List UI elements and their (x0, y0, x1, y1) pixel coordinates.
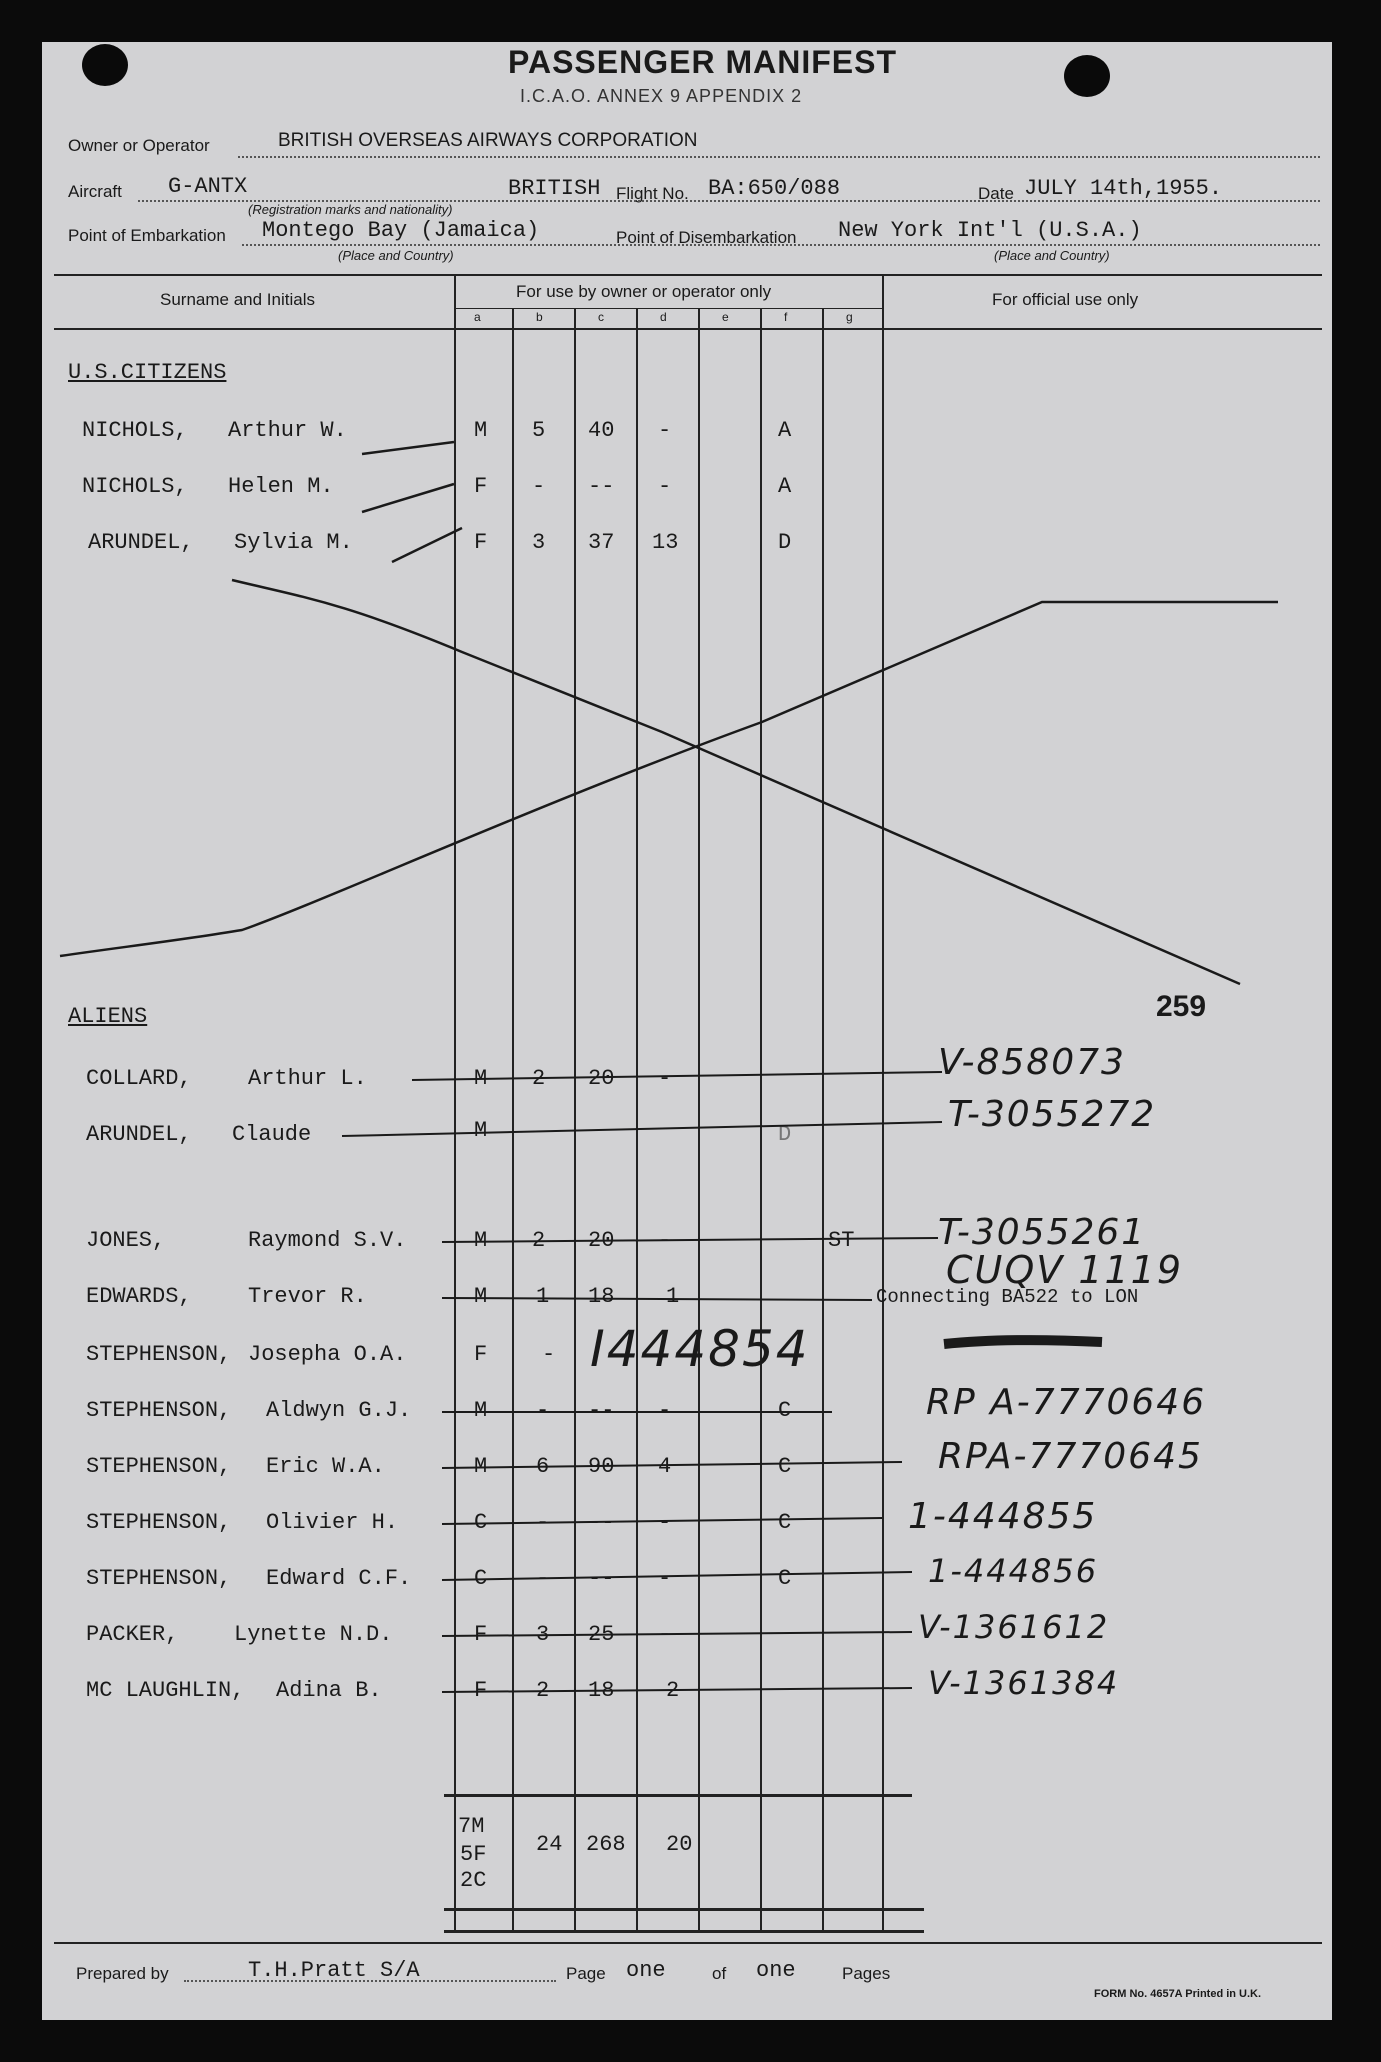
date-value: JULY 14th,1955. (1024, 176, 1223, 201)
edwards-handwriting: CUQV 1119 (946, 1248, 1184, 1292)
aircraft-nationality: BRITISH (508, 176, 601, 201)
owner-label: Owner or Operator (68, 136, 210, 155)
aliens-reference-mark: 259 (1156, 990, 1207, 1023)
strike-line (442, 1632, 912, 1636)
pages-label: Pages (842, 1964, 891, 1983)
josepha-number: I444854 (590, 1320, 810, 1378)
sub-column-g: g (846, 310, 853, 324)
connector-stroke (392, 528, 462, 562)
prepared-by-value: T.H.Pratt S/A (248, 1958, 420, 1983)
sub-column-f: f (784, 310, 788, 324)
embarkation-note: (Place and Country) (338, 248, 454, 263)
date-label: Date (978, 184, 1014, 203)
page-label: Page (566, 1964, 606, 1983)
strike-line (442, 1462, 902, 1468)
sub-column-a: a (474, 310, 481, 324)
disembarkation-value: New York Int'l (U.S.A.) (838, 218, 1142, 243)
embarkation-value: Montego Bay (Jamaica) (262, 218, 540, 243)
registration-note: (Registration marks and nationality) (248, 202, 453, 217)
flight-number: BA:650/088 (708, 176, 841, 201)
sub-column-c: c (598, 310, 604, 324)
totals-c: 268 (586, 1832, 626, 1857)
totals-male: 7M (458, 1814, 485, 1839)
sub-column-e: e (722, 310, 729, 324)
strike-line (944, 1340, 1102, 1344)
strike-line (442, 1518, 882, 1524)
disembarkation-note: (Place and Country) (994, 248, 1110, 263)
strike-line (342, 1122, 942, 1136)
cancel-stroke-2 (60, 602, 1278, 956)
form-title: PASSENGER MANIFEST (508, 44, 897, 80)
column-surname-header: Surname and Initials (160, 290, 315, 309)
strike-line (442, 1688, 912, 1692)
sub-column-b: b (536, 310, 543, 324)
strike-line (442, 1238, 938, 1242)
totals-female: 5F (460, 1842, 487, 1867)
ink-marks (42, 42, 1332, 2020)
strike-line (412, 1072, 942, 1080)
form-number: FORM No. 4657A Printed in U.K. (1094, 1988, 1262, 2000)
section-us-citizens: U.S.CITIZENS (68, 360, 227, 385)
prepared-by-label: Prepared by (76, 1964, 169, 1983)
owner-value: BRITISH OVERSEAS AIRWAYS CORPORATION (278, 130, 698, 151)
totals-children: 2C (460, 1868, 487, 1893)
aircraft-label: Aircraft (68, 182, 122, 201)
strike-line (442, 1572, 912, 1580)
manifest-sheet: PASSENGER MANIFEST I.C.A.O. ANNEX 9 APPENDIX 2 Owner or Operator BRITISH OVERSEAS AIRWAYS CORPORATION Aircraft G-ANTX BRITISH Flight No. BA:650/088 Date JULY 14th,1955. (Registration marks and nationality) Point of Embarkation Montego Bay (Jamaica) Point of Disembarkation New York Int'l (U.S.A.) (Place and Country) (Place and Country) Surname and Initials For use by owner or operator only For official use only a b c d e f g U.S.CITIZENS NICHOLS, Arthur W. M 5 40 - A NICHOLS, Helen M. F - -- - A ARUNDEL, Sylvia M. F 3 37 13 D ALIENS 259 COLLARD, Arthur L. M 2 20 - V-858073 ARUNDEL, Claude M D T-3055272 JONES, Raymond S.V. M 2 20 - ST T-3055261 EDWARDS, Trevor R. M 1 18 1 Connecting BA522 to LON CUQV 1119 STEPHENSON, Josepha O.A. F - I444854 STEPHENSON, Aldwyn G.J. M - -- - C RP A-7770646 STEPHENSON, Eric W.A. M 6 90 4 C RPA-7770645 STEPHENSON, Olivier H. C - -- - C 1-444855 STEPHENSON, Edward C.F. C - -- - C 1-444856 PACKER, Lynette N.D. F 3 25 - V-1361612 MC LAUGHLIN, Adina B. F 2 18 2 V-1361384 7M 5F 2C 24 268 20 Prepared by T.H.Pratt S/A Page one of one Pages FORM No. 4657A Printed in U.K. (42, 42, 1332, 2020)
page-total: one (756, 1958, 796, 1983)
disembarkation-label: Point of Disembarkation (616, 228, 797, 247)
flight-label: Flight No. (616, 184, 689, 203)
connector-stroke (362, 484, 454, 512)
cancel-stroke-1 (232, 580, 1240, 984)
section-aliens: ALIENS (68, 1004, 148, 1029)
column-owner-use-header: For use by owner or operator only (516, 282, 772, 301)
sub-column-d: d (660, 310, 667, 324)
column-official-header: For official use only (992, 290, 1139, 309)
embarkation-label: Point of Embarkation (68, 226, 226, 245)
strike-line (442, 1298, 872, 1300)
totals-d: 20 (666, 1832, 693, 1857)
totals-b: 24 (536, 1832, 563, 1857)
connector-stroke (362, 442, 454, 454)
page-number: one (626, 1958, 666, 1983)
page-of-label: of (712, 1964, 727, 1983)
aircraft-registration: G-ANTX (168, 174, 248, 199)
form-subtitle: I.C.A.O. ANNEX 9 APPENDIX 2 (520, 86, 803, 106)
